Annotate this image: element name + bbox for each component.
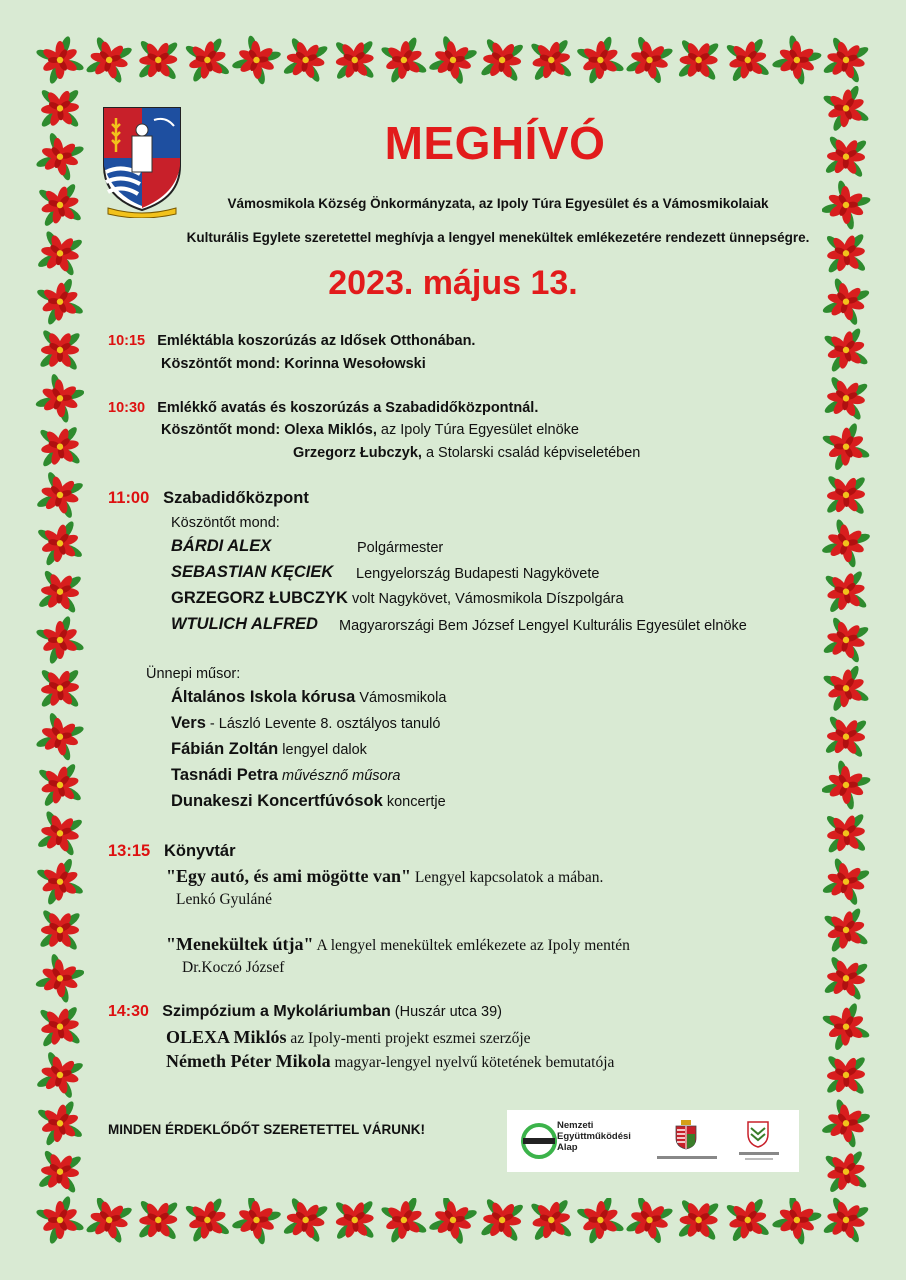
poinsettia-icon [812,702,881,771]
speaker-role: Magyarországi Bem József Lengyel Kulturális Egyesület elnöke [339,618,747,634]
talk-desc: A lengyel menekültek emlékezete az Ipoly mentén [313,937,630,954]
greeting-label: Köszöntőt mond: [171,515,280,531]
poinsettia-icon [813,1042,880,1109]
speaker-role: Lengyelország Budapesti Nagykövete [356,566,600,582]
venue-label: Szabadidőközpont [163,489,309,507]
time-label: 13:15 [108,842,151,860]
show-item [171,740,367,759]
performer-desc: lengyel dalok [278,742,367,758]
speaker-name: WTULICH ALFRED [171,615,318,633]
performer-desc: Vámosmikola [355,690,447,706]
logo-text-line: Alap [557,1142,578,1153]
nea-logo-icon [519,1120,559,1162]
presenter-name: Németh Péter Mikola [166,1051,331,1071]
poinsettia-icon [817,321,876,380]
talk-title: "Menekültek útja" [166,934,314,954]
performer-name: Tasnádi Petra [171,766,278,784]
bethlen-text-line [745,1158,773,1160]
speaker-row [171,563,333,582]
poinsettia-icon [817,901,876,960]
time-label: 14:30 [108,1003,149,1020]
poinsettia-icon [322,27,387,92]
time-label: 10:15 [108,333,146,349]
poinsettia-icon [31,515,89,573]
poinsettia-icon [178,31,237,90]
symposium-item [166,1027,531,1048]
poinsettia-icon [376,32,432,88]
presenter-desc: magyar-lengyel nyelvű kötetének bemutatója [330,1054,615,1071]
program-item-1100 [108,489,309,508]
show-item [171,766,400,785]
closing-text: MINDEN ÉRDEKLŐDŐT SZERETETTEL VÁRUNK! [108,1122,426,1137]
show-item [171,792,446,811]
poinsettia-icon [811,25,881,95]
poinsettia-icon [30,175,91,236]
poinsettia-icon [574,34,626,86]
poinsettia-icon [35,35,85,85]
poinsettia-icon [818,81,873,136]
village-coat-of-arms [102,106,182,218]
poinsettia-icon [33,275,87,329]
poinsettia-icon [35,1195,85,1245]
poinsettia-icon [376,1192,432,1248]
performer-desc: koncertje [382,794,446,810]
poinsettia-icon [30,755,91,816]
speaker-name: Grzegorz Łubczyk, [293,445,422,461]
presenter-desc: az Ipoly-menti projekt eszmei szerzője [286,1030,531,1047]
speaker-row [171,615,318,634]
program-item-1030 [108,400,538,416]
sponsor-logos [507,1110,799,1172]
venue-label: Szimpózium a Mykoláriumban [162,1003,391,1020]
poinsettia-icon [815,561,877,623]
poinsettia-icon [814,221,879,286]
performer-desc: művésznő műsora [277,768,401,784]
speaker-name: Köszöntőt mond: Olexa Miklós, [161,422,377,438]
poinsettia-icon [818,661,873,716]
time-label: 11:00 [108,489,150,507]
performer-name: Vers [171,714,206,732]
speaker-row [171,589,624,608]
poinsettia-icon [468,25,537,94]
speaker-name: GRZEGORZ ŁUBCZYK [171,589,348,607]
show-item [171,714,440,733]
symposium-item [166,1051,614,1072]
program-item-1015 [108,333,475,349]
poinsettia-icon [35,615,85,665]
venue-label: Könyvtár [163,842,236,860]
poinsettia-icon [665,26,733,94]
speaker-role: a Stolarski család képviseletében [421,445,641,461]
logo-text-line: Nemzeti [557,1120,594,1131]
performer-desc: - László Levente 8. osztályos tanuló [205,716,441,732]
presenter-name: OLEXA Miklós [166,1027,287,1047]
show-label: Ünnepi műsor: [146,666,241,682]
speaker-name: BÁRDI ALEX [171,537,272,555]
speaker-name: SEBASTIAN KĘCIEK [171,563,334,581]
poinsettia-icon [28,415,92,479]
program-item-1315 [108,842,236,861]
talk-desc: Lengyel kapcsolatok a mában. [410,869,604,886]
hungarian-coat-of-arms-icon [675,1120,697,1150]
talk-author: Lenkó Gyuláné [176,891,272,908]
time-label: 10:30 [108,400,146,416]
poinsettia-icon [31,1095,89,1153]
performer-name: Fábián Zoltán [171,740,279,758]
talk-1 [166,866,603,887]
ministry-text-line [657,1156,717,1159]
greeting-line: Köszöntőt mond: Korinna Wesołowski [161,356,426,372]
poinsettia-icon [718,1190,778,1250]
poinsettia-icon [520,28,583,91]
poinsettia-icon [813,462,880,529]
poinsettia-icon [222,25,291,94]
poinsettia-icon [614,25,684,95]
poinsettia-icon [33,855,87,909]
greeting-line [161,422,579,438]
greeting-line [293,445,640,461]
poinsettia-icon [718,30,778,90]
speaker-row [171,537,271,556]
nea-logo-text [557,1120,631,1153]
talk-2 [166,934,630,955]
performer-name: Dunakeszi Koncertfúvósok [171,792,383,810]
poinsettia-icon [74,25,144,95]
performer-name: Általános Iskola kórusa [171,688,356,706]
poinsettia-icon [812,122,881,191]
logo-text-line: Együttműködési [557,1131,631,1142]
speaker-role: volt Nagykövet, Vámosmikola Díszpolgára [351,591,624,607]
talk-title: "Egy autó, és ami mögötte van" [166,866,411,886]
page-title: MEGHÍVÓ [384,117,606,169]
poinsettia-icon [28,995,92,1059]
poinsettia-icon [178,1191,237,1250]
event-date: 2023. május 13. [328,264,578,302]
event-title: Emléktábla koszorúzás az Idősek Otthonában. [157,333,476,349]
poinsettia-icon [820,1001,871,1052]
poinsettia-icon [125,26,192,93]
bethlen-text-line [739,1152,779,1155]
poinsettia-icon [418,25,488,95]
poinsettia-icon [815,1141,877,1203]
intro-line-1: Vámosmikola Község Önkormányzata, az Ipoly Túra Egyesület és a Vámosmikolaiak [227,196,769,211]
poinsettia-icon [820,421,871,472]
speaker-role: az Ipoly Túra Egyesület elnöke [376,422,579,438]
event-title: Emlékkő avatás és koszorúzás a Szabadidőközpontnál. [157,400,539,416]
show-item [171,688,446,707]
poinsettia-icon [763,26,831,94]
poinsettia-icon [574,1194,626,1246]
intro-line-2: Kulturális Egylete szeretettel meghívja a lengyel menekültek emlékezetére rendezett ünnepségre. [186,230,810,245]
venue-address: (Huszár utca 39) [390,1004,502,1020]
talk-author: Dr.Koczó József [182,959,285,976]
program-item-1430 [108,1003,502,1021]
speaker-role: Polgármester [357,540,444,556]
poinsettia-icon [271,25,341,95]
poinsettia-icon [814,801,879,866]
bethlen-shield-icon [747,1120,769,1148]
